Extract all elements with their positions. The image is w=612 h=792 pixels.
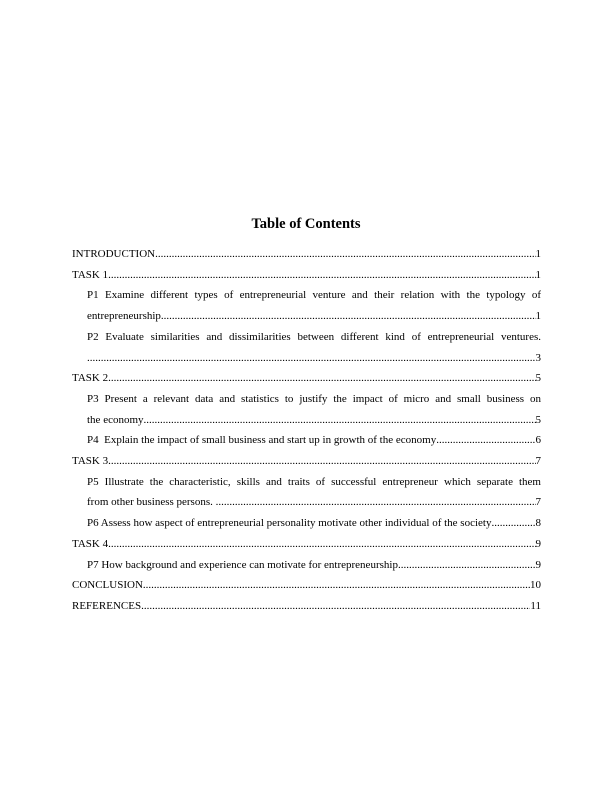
toc-entry-label: TASK 4 [72,537,109,550]
toc-entry-task-4[interactable] [72,534,541,555]
toc-entry-label: CONCLUSION [72,579,143,592]
toc-page-number: 9 [535,537,541,550]
toc-entry-text: P2 Evaluate similarities and dissimilarities between different kind of entrepreneurial ventures. [87,330,541,343]
toc-entry-label: TASK 3 [72,455,109,468]
toc-title: Table of Contents [251,216,361,232]
toc-page-number: 5 [535,413,541,426]
dot-leader [108,534,535,555]
toc-entry-p3[interactable] [72,389,541,430]
toc-entry-label: entrepreneurship [87,310,161,323]
dot-leader [216,492,536,513]
dot-leader [436,430,535,451]
dot-leader [144,410,536,431]
toc-entry-label: TASK 1 [72,268,109,281]
toc-entry-label: TASK 2 [72,372,109,385]
toc-page-number: 1 [535,310,541,323]
toc-page-number: 10 [530,579,541,592]
toc-entry-task-2[interactable] [72,368,541,389]
toc-entry-p6[interactable] [72,513,541,534]
toc-page-number: 5 [535,372,541,385]
toc-entry-p7[interactable] [72,555,541,576]
toc-entry-text: P3 Present a relevant data and statistics to justify the impact of micro and small business on [87,392,541,405]
toc-page-number: 6 [535,434,541,447]
toc-entry-conclusion[interactable] [72,575,541,596]
toc-page-number: 8 [535,517,541,530]
toc-page-number: 1 [535,268,541,281]
toc-page-number: 7 [535,455,541,468]
toc-entry-label: the economy [87,413,144,426]
toc-entry-task-3[interactable] [72,451,541,472]
toc-entry-references[interactable] [72,596,541,617]
toc-entry-label: P4 Explain the impact of small business and start up in growth of the economy [87,434,437,447]
table-of-contents [72,244,541,617]
toc-entry-p5[interactable] [72,472,541,513]
toc-page-number: 9 [535,558,541,571]
dot-leader [108,451,535,472]
dot-leader [161,306,536,327]
toc-entry-label: REFERENCES [72,599,142,612]
dot-leader [87,348,536,369]
toc-page-number: 3 [535,351,541,364]
dot-leader [141,596,530,617]
toc-entry-introduction[interactable] [72,244,541,265]
dot-leader [108,265,535,286]
toc-entry-label: from other business persons. [87,496,216,509]
toc-entry-text: P1 Examine different types of entrepreneurial venture and their relation with the typology of [87,289,541,302]
toc-entry-p1[interactable] [72,285,541,326]
toc-entry-task-1[interactable] [72,265,541,286]
dot-leader [143,575,530,596]
toc-entry-p2[interactable] [72,327,541,368]
toc-entry-label: INTRODUCTION [72,248,156,260]
toc-entry-label: P7 How background and experience can motivate for entrepreneurship [87,558,398,571]
toc-page-number: 7 [535,496,541,509]
toc-entry-text: P5 Illustrate the characteristic, skills and traits of successful entrepreneur which separate them [87,475,541,488]
dot-leader [398,555,536,576]
toc-entry-label: P6 Assess how aspect of entrepreneurial personality motivate other individual of the society [87,517,492,530]
toc-entry-p4[interactable] [72,430,541,451]
dot-leader [491,513,535,534]
toc-page-number: 1 [535,248,541,260]
dot-leader [155,244,535,265]
dot-leader [108,368,535,389]
toc-page-number: 11 [530,599,541,612]
